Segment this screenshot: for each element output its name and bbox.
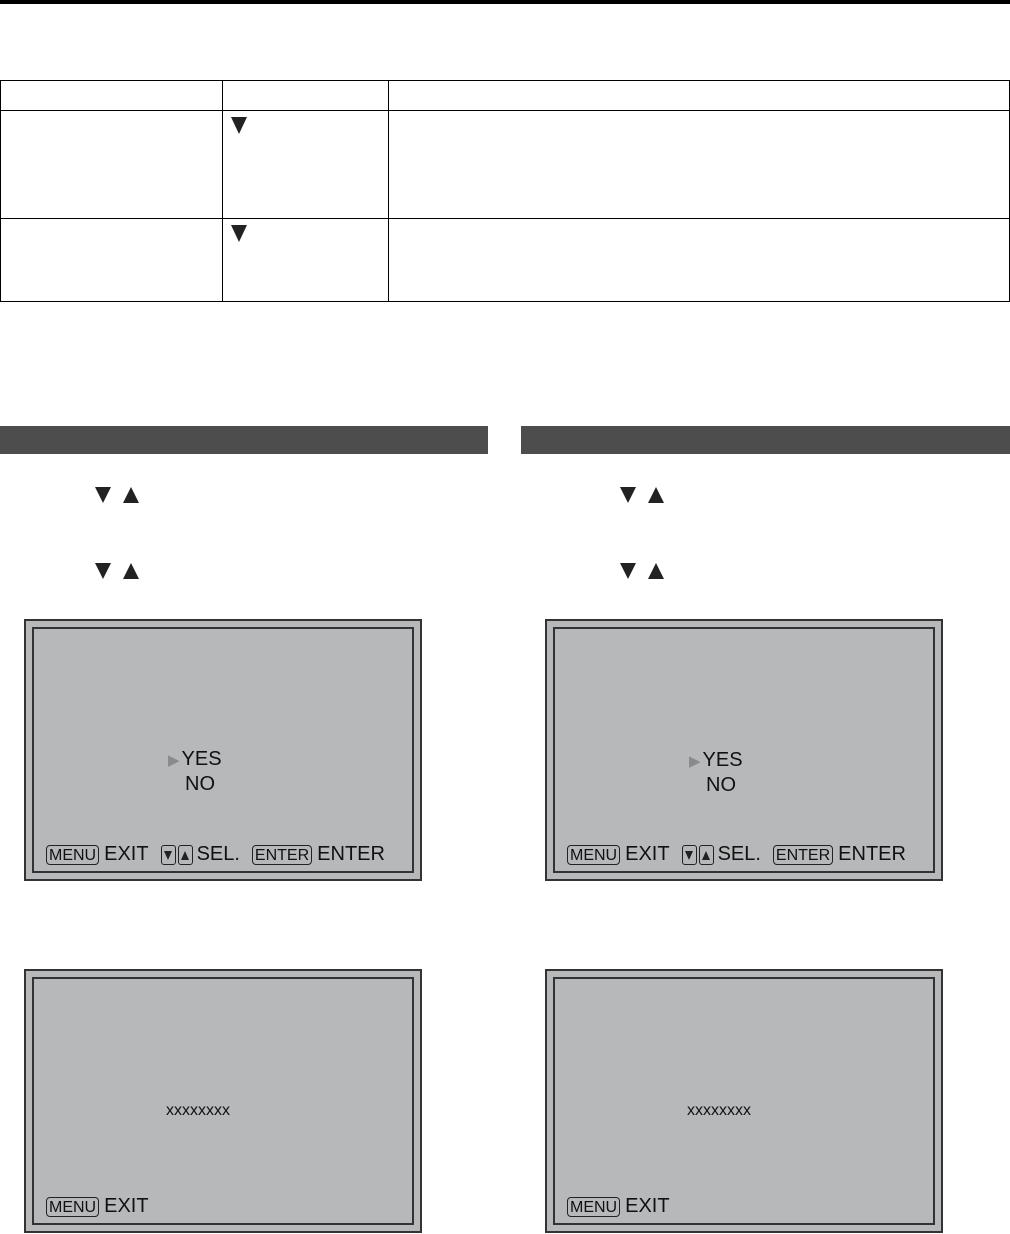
option-no[interactable] — [185, 773, 215, 796]
select-arrows-right-2 — [620, 563, 664, 579]
pointer-icon: ▶ — [689, 753, 701, 770]
result-message: xxxxxxxx — [166, 1102, 230, 1119]
table-cell — [223, 219, 389, 302]
table-cell — [389, 219, 1010, 302]
enter-key[interactable]: ENTER — [252, 845, 312, 865]
option-no[interactable] — [706, 774, 736, 797]
sel-label: SEL. — [717, 843, 761, 865]
option-yes-label: YES — [702, 749, 743, 771]
table-cell — [1, 219, 223, 302]
table-cell — [389, 111, 1010, 219]
result-screen-right — [545, 969, 943, 1233]
option-no-label: NO — [706, 774, 736, 796]
table-cell — [223, 111, 389, 219]
select-arrows-right-1 — [620, 487, 664, 503]
table-header-row — [1, 81, 1010, 111]
settings-table — [0, 80, 1010, 302]
down-triangle-icon — [95, 487, 111, 503]
section-bar-left — [0, 426, 488, 454]
down-triangle-icon — [231, 117, 247, 134]
enter-key[interactable]: ENTER — [773, 845, 833, 865]
table-row — [1, 111, 1010, 219]
option-yes-label: YES — [181, 748, 222, 770]
screen-inner-frame — [553, 627, 935, 873]
table-header-cell — [223, 81, 389, 111]
menu-key[interactable]: MENU — [567, 845, 620, 865]
screen-footer — [567, 843, 906, 866]
down-triangle-icon — [231, 225, 247, 242]
menu-key[interactable]: MENU — [567, 1197, 620, 1217]
down-key-icon[interactable] — [682, 845, 697, 865]
select-arrows-left-2 — [95, 563, 139, 579]
exit-label: EXIT — [625, 1195, 670, 1217]
exit-label: EXIT — [625, 843, 670, 865]
screen-inner-frame — [32, 977, 414, 1225]
pointer-icon: ▶ — [168, 752, 180, 769]
section-bar-right — [521, 426, 1010, 454]
sel-label: SEL. — [196, 843, 240, 865]
top-rule — [0, 0, 1010, 4]
screen-inner-frame — [553, 977, 935, 1225]
screen-footer — [46, 1195, 149, 1218]
select-arrows-left-1 — [95, 487, 139, 503]
screen-footer — [567, 1195, 670, 1218]
down-triangle-icon — [95, 563, 111, 579]
screen-inner-frame — [32, 627, 414, 873]
up-triangle-icon — [123, 563, 139, 579]
table-header-cell — [389, 81, 1010, 111]
up-triangle-icon — [648, 563, 664, 579]
option-yes[interactable] — [689, 749, 743, 772]
menu-key[interactable]: MENU — [46, 1197, 99, 1217]
option-no-label: NO — [185, 773, 215, 795]
up-key-icon[interactable] — [699, 845, 714, 865]
option-yes[interactable] — [168, 748, 222, 771]
exit-label: EXIT — [104, 1195, 149, 1217]
down-triangle-icon — [620, 563, 636, 579]
screen-footer — [46, 843, 385, 866]
enter-label: ENTER — [838, 843, 906, 865]
table-row — [1, 219, 1010, 302]
up-triangle-icon — [123, 487, 139, 503]
confirm-screen-right — [545, 619, 943, 881]
down-triangle-icon — [620, 487, 636, 503]
up-key-icon[interactable] — [178, 845, 193, 865]
menu-key[interactable]: MENU — [46, 845, 99, 865]
up-triangle-icon — [648, 487, 664, 503]
enter-label: ENTER — [317, 843, 385, 865]
result-screen-left — [24, 969, 422, 1233]
result-message: xxxxxxxx — [687, 1102, 751, 1119]
down-key-icon[interactable] — [161, 845, 176, 865]
confirm-screen-left — [24, 619, 422, 881]
exit-label: EXIT — [104, 843, 149, 865]
table-header-cell — [1, 81, 223, 111]
table-cell — [1, 111, 223, 219]
